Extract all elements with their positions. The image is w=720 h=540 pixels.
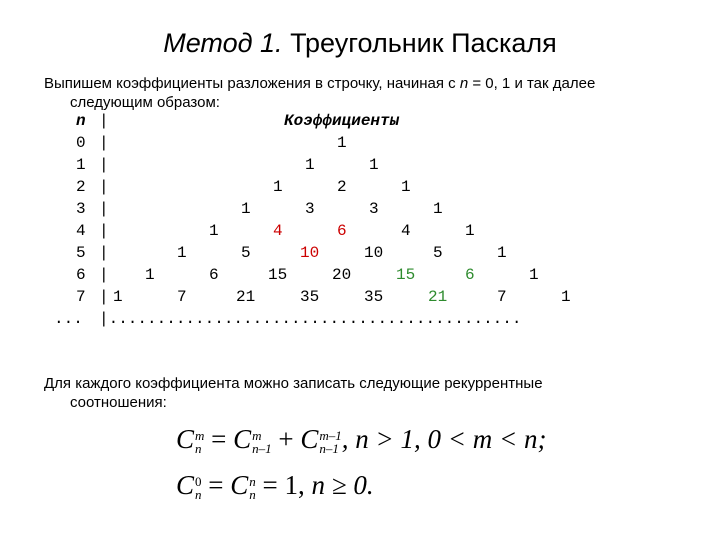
coefficient: 1 [273,178,283,196]
f2-sup-0: 0 [195,473,202,489]
row-index: 0 [76,134,86,152]
coefficient: 1 [305,156,315,174]
f2-sup-n: n [249,473,256,489]
triangle-row-7 [0,288,720,310]
intro-tail: = 0, 1 и так далее [468,75,596,92]
row-bar: | [99,200,109,218]
coefficient: 6 [209,266,219,284]
coefficient: 6 [337,222,347,240]
formula-base [176,470,374,501]
row-index: 1 [76,156,86,174]
slide-title [0,28,720,59]
outro-line-2: соотношения: [70,394,167,411]
coefficient: 10 [364,244,384,262]
f1-eq: = [204,424,234,454]
triangle-ellipsis-row [0,310,720,332]
f1-plus: + [271,424,301,454]
triangle-row-3 [0,200,720,222]
f2-c2: C [230,470,249,500]
row-bar: | [99,266,109,284]
coefficient: 1 [337,134,347,152]
triangle-row-4 [0,222,720,244]
intro-line-2: следующим образом: [70,94,220,111]
triangle-row-6 [0,266,720,288]
coefficient: 2 [337,178,347,196]
coefficient: 21 [236,288,256,306]
row-index: 5 [76,244,86,262]
row-bar: | [99,222,109,240]
f1-c3: C [300,424,319,454]
coefficient: 4 [401,222,411,240]
coefficient: 35 [300,288,320,306]
row-bar: | [99,156,109,174]
outro-line-1: Для каждого коэффициента можно записать следующие рекуррентные [44,375,543,392]
f2-sub-n: n [195,486,202,502]
row-bar: | [99,244,109,262]
coefficient: 35 [364,288,384,306]
coefficient: 3 [305,200,315,218]
ellipsis-line: |........................................... [99,310,522,328]
coefficient: 1 [177,244,187,262]
coefficient: 1 [401,178,411,196]
row-index: 3 [76,200,86,218]
header-bar: | [99,112,109,130]
coefficient: 6 [465,266,475,284]
coefficient: 1 [497,244,507,262]
f1-condition: , n > 1, 0 < m < n; [341,424,547,454]
outro-paragraph [44,374,684,412]
f2-c: C [176,470,195,500]
coefficient: 1 [561,288,571,306]
f1-sup-m: m [195,427,205,443]
coefficient: 1 [241,200,251,218]
triangle-row-5 [0,244,720,266]
f1-sup-m1: m–1 [319,427,342,443]
row-bar: | [99,178,109,196]
coefficient: 1 [113,288,123,306]
row-index: 2 [76,178,86,196]
triangle-row-2 [0,178,720,200]
f1-stack-3 [319,429,341,455]
row-index: 6 [76,266,86,284]
row-bar: | [99,288,109,306]
f1-sub-n1b: n–1 [319,440,339,456]
ellipsis-index: ... [54,310,83,328]
coefficient: 1 [369,156,379,174]
f1-sub-n1: n–1 [252,440,272,456]
triangle-row-0 [0,134,720,156]
coefficient: 20 [332,266,352,284]
coefficient: 5 [433,244,443,262]
f1-sub-n: n [195,440,202,456]
coefficient: 7 [177,288,187,306]
intro-line-1 [44,74,684,93]
coefficient: 15 [268,266,288,284]
coefficient: 1 [145,266,155,284]
row-index: 4 [76,222,86,240]
intro-text: Выпишем коэффициенты разложения в строчку, начиная с [44,75,460,92]
formula-recurrence [176,424,546,455]
f1-c2: C [233,424,252,454]
f2-condition: n ≥ 0. [304,470,374,500]
title-text: Треугольник Паскаля [282,28,557,58]
coefficient: 5 [241,244,251,262]
coefficient: 4 [273,222,283,240]
f1-sup-m2: m [252,427,262,443]
row-bar: | [99,134,109,152]
coefficient: 7 [497,288,507,306]
pascal-triangle [0,112,720,334]
coefficient: 1 [465,222,475,240]
header-coefficients: Коэффициенты [284,112,400,130]
triangle-row-1 [0,156,720,178]
intro-paragraph [44,74,684,112]
title-method: Метод 1. [163,28,283,58]
coefficient: 10 [300,244,320,262]
coefficient: 3 [369,200,379,218]
coefficient: 15 [396,266,416,284]
f2-sub-n2: n [249,486,256,502]
coefficient: 1 [209,222,219,240]
coefficient: 1 [529,266,539,284]
triangle-header-row [0,112,720,134]
f2-eq: = [201,470,231,500]
header-n: n [76,112,86,130]
intro-n-var: n [459,75,469,92]
f1-stack-2 [252,429,272,455]
row-index: 7 [76,288,86,306]
coefficient: 21 [428,288,448,306]
coefficient: 1 [433,200,443,218]
f2-one: = 1, [255,470,305,500]
f1-stack-1 [195,429,204,455]
f1-c: C [176,424,195,454]
